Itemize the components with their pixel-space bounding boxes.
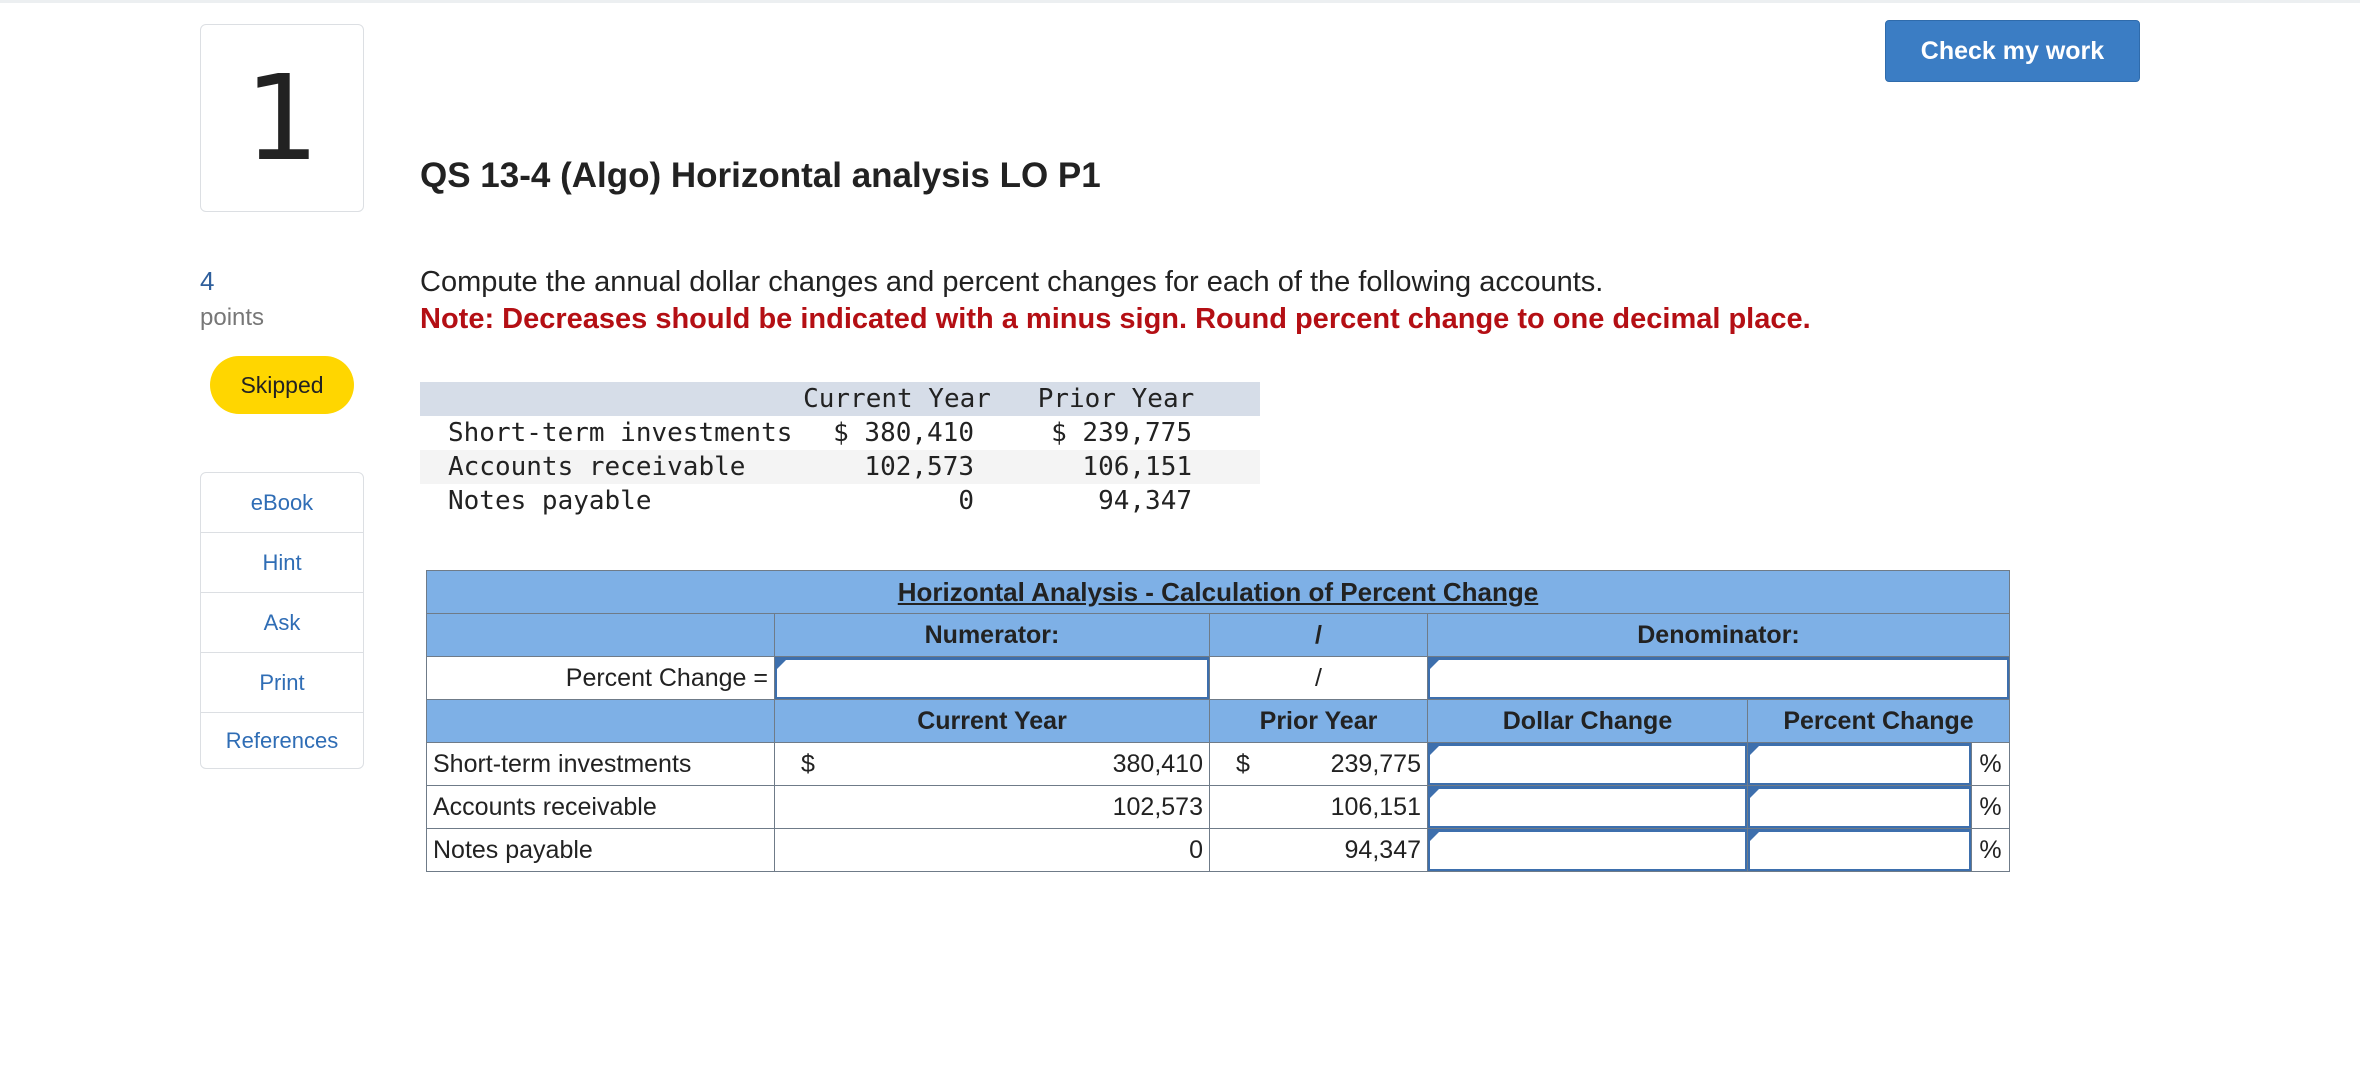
percent-change-input[interactable] — [1748, 786, 1971, 828]
formula-slash: / — [1210, 657, 1428, 700]
denominator-label: Denominator: — [1428, 614, 2010, 657]
percent-sign: % — [1972, 786, 2010, 829]
table-row — [427, 829, 2010, 872]
denominator-input[interactable] — [1428, 657, 2009, 699]
given-account: Accounts receivable — [448, 452, 746, 482]
percent-change-input[interactable] — [1748, 829, 1971, 871]
given-current: 0 — [958, 486, 974, 516]
col-header-percent-change: Percent Change — [1748, 700, 2010, 743]
numerator-label: Numerator: — [775, 614, 1210, 657]
status-badge: Skipped — [210, 356, 354, 414]
percent-change-label: Percent Change = — [427, 657, 775, 700]
row-account: Notes payable — [427, 829, 775, 872]
sidebar-item-ask[interactable]: Ask — [201, 593, 363, 653]
given-header-row — [420, 382, 1260, 416]
given-prior: $ 239,775 — [1051, 418, 1192, 448]
points-value: 4 — [200, 266, 215, 296]
row-prior: 106,151 — [1210, 786, 1428, 829]
given-account: Notes payable — [448, 486, 652, 516]
given-data-table — [420, 382, 1260, 518]
denominator-cell — [1428, 657, 2010, 700]
check-my-work-button[interactable]: Check my work — [1885, 20, 2140, 82]
question-number: 1 — [200, 24, 364, 212]
col-header-current-year: Current Year — [775, 700, 1210, 743]
given-account: Short-term investments — [448, 418, 793, 448]
numerator-input[interactable] — [775, 657, 1209, 699]
percent-sign: % — [1972, 829, 2010, 872]
given-row — [420, 450, 1260, 484]
given-row — [420, 484, 1260, 518]
given-header-prior: Prior Year — [1037, 384, 1195, 414]
row-current: 380,410 — [1112, 749, 1203, 778]
instruction-text: Compute the annual dollar changes and percent changes for each of the following accounts. — [420, 266, 1604, 298]
numerator-cell — [775, 657, 1210, 700]
sidebar-item-print[interactable]: Print — [201, 653, 363, 713]
dollar-change-input[interactable] — [1428, 829, 1747, 871]
row-current: 102,573 — [775, 786, 1210, 829]
points-label: points — [200, 304, 265, 331]
sidebar-item-references[interactable]: References — [225, 727, 339, 753]
given-current: $ 380,410 — [833, 418, 974, 448]
side-nav — [200, 472, 364, 769]
dollar-sign: $ — [1236, 749, 1250, 778]
percent-sign: % — [1972, 743, 2010, 786]
sidebar-item-hint[interactable]: Hint — [201, 533, 363, 593]
percent-change-input[interactable] — [1748, 743, 1971, 785]
dollar-change-input[interactable] — [1428, 786, 1747, 828]
row-current: 0 — [775, 829, 1210, 872]
given-prior: 94,347 — [1098, 486, 1192, 516]
row-account: Short-term investments — [427, 743, 775, 786]
question-title: QS 13-4 (Algo) Horizontal analysis LO P1 — [420, 156, 1101, 195]
row-prior: 239,775 — [1330, 749, 1421, 778]
col-header-dollar-change: Dollar Change — [1428, 700, 1748, 743]
given-prior: 106,151 — [1082, 452, 1192, 482]
row-account: Accounts receivable — [427, 786, 775, 829]
given-header-current: Current Year — [803, 384, 991, 414]
analysis-title: Horizontal Analysis - Calculation of Percent Change — [427, 571, 2010, 614]
note-text: Note: Decreases should be indicated with a minus sign. Round percent change to one decimal place. — [420, 303, 1811, 335]
sidebar-item-ebook[interactable]: eBook — [201, 473, 363, 533]
divide-slash: / — [1210, 614, 1428, 657]
given-current: 102,573 — [864, 452, 974, 482]
dollar-change-input[interactable] — [1428, 743, 1747, 785]
given-row — [420, 416, 1260, 450]
dollar-sign: $ — [801, 749, 815, 778]
top-divider — [0, 0, 2360, 3]
table-row — [427, 786, 2010, 829]
row-prior: 94,347 — [1210, 829, 1428, 872]
table-row — [427, 743, 2010, 786]
col-header-prior-year: Prior Year — [1210, 700, 1428, 743]
horizontal-analysis-table — [426, 570, 2010, 872]
